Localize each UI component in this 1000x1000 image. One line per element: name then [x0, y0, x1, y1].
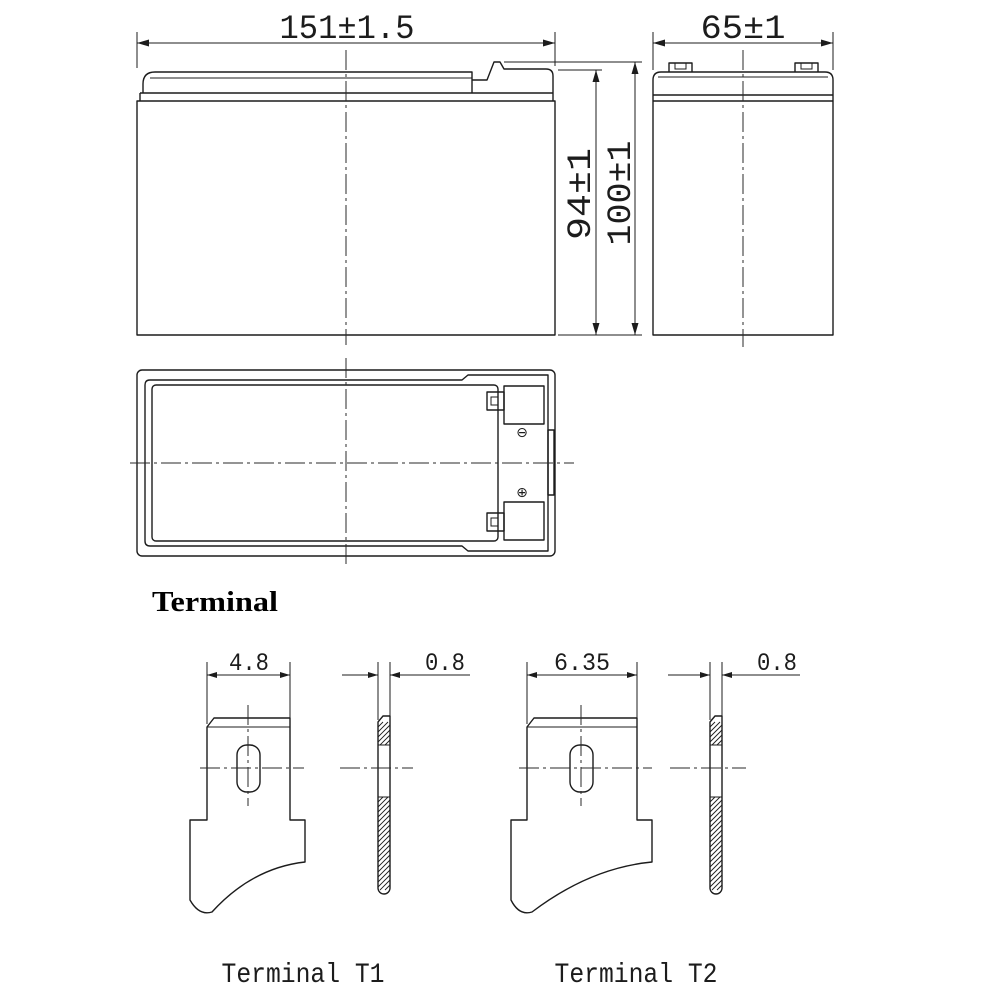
- terminal-t1-section-hatching: [378, 722, 390, 890]
- terminal-t2-section-hatching: [710, 722, 722, 890]
- terminal-section-heading: Terminal: [152, 587, 279, 618]
- terminal-t2-section-view: [670, 716, 746, 894]
- hatch-line: [378, 730, 390, 742]
- hatch-line: [378, 805, 390, 817]
- extension-line: [710, 662, 722, 720]
- hatch-line: [710, 825, 722, 837]
- hatch-line: [378, 800, 390, 812]
- hatch-line: [712, 735, 722, 745]
- hatch-line: [378, 855, 390, 867]
- hatch-line: [710, 810, 722, 822]
- hatch-line: [378, 815, 390, 827]
- arrow-head: [593, 323, 600, 335]
- arrow-head: [368, 672, 378, 678]
- front-lid-raised-cover: [143, 72, 472, 93]
- hatch-line: [378, 722, 383, 727]
- front-terminal-tip: [472, 62, 553, 93]
- arrow-head: [527, 672, 537, 678]
- container-height-label: 94±1: [563, 158, 601, 240]
- hatch-line: [378, 860, 390, 872]
- arrow-head: [722, 672, 732, 678]
- terminal-t2-thickness-label: 0.8: [757, 649, 797, 678]
- side-terminal-left: [669, 63, 692, 72]
- hatch-line: [710, 830, 722, 842]
- side-terminal-left-detail: [675, 63, 686, 69]
- side-view: [653, 50, 833, 347]
- terminal-t1-section-view: [340, 716, 413, 894]
- top-terminal-negative: [487, 386, 544, 424]
- hatch-line: [710, 722, 720, 732]
- hatch-line: [710, 845, 722, 857]
- hatch-line: [378, 840, 390, 852]
- arrow-head: [821, 40, 833, 47]
- length-dimension-label: 151±1.5: [279, 11, 415, 49]
- hatch-line: [710, 850, 722, 862]
- hatch-line: [710, 730, 722, 742]
- hatch-line: [378, 810, 390, 822]
- hatch-line: [378, 725, 390, 737]
- front-height-dimensions: [504, 62, 642, 335]
- hatch-line: [710, 865, 722, 877]
- hatch-line: [710, 725, 722, 737]
- hatch-line: [710, 855, 722, 867]
- hatch-line: [380, 735, 390, 745]
- terminal-t2-caption: Terminal T2: [554, 960, 718, 991]
- arrow-head: [632, 62, 639, 74]
- hatch-line: [378, 797, 383, 802]
- width-dimension-label: 65±1: [700, 11, 786, 49]
- terminal-t2-slot-edges: [710, 745, 722, 797]
- arrow-head: [280, 672, 290, 678]
- hatch-line: [385, 740, 390, 745]
- hatch-line: [710, 835, 722, 847]
- hatch-line: [710, 820, 722, 832]
- hatch-line: [378, 850, 390, 862]
- negative-terminal-mark: ⊖: [516, 425, 528, 441]
- side-terminal-right: [795, 63, 818, 72]
- hatch-line: [378, 835, 390, 847]
- hatch-line: [710, 797, 720, 807]
- hatch-line: [710, 860, 722, 872]
- hatch-line: [717, 740, 722, 745]
- hatch-line: [378, 797, 388, 807]
- hatch-line: [712, 880, 722, 890]
- terminal-t1-slot-edges: [378, 745, 390, 797]
- arrow-head: [653, 40, 665, 47]
- terminal-t2-thickness-dimension: [668, 649, 800, 720]
- hatch-line: [710, 870, 722, 882]
- terminal-t1-thickness-dimension: [342, 649, 470, 720]
- hatch-line: [378, 875, 390, 887]
- side-terminal-right-detail: [801, 63, 812, 69]
- arrow-head: [137, 40, 149, 47]
- arrow-head: [593, 70, 600, 82]
- top-view: [130, 358, 574, 564]
- terminal-t2-width-dimension: [527, 649, 637, 724]
- hatch-line: [710, 840, 722, 852]
- hatch-line: [710, 875, 722, 887]
- arrow-head: [700, 672, 710, 678]
- terminal-tab: [487, 392, 504, 410]
- hatch-line: [378, 825, 390, 837]
- terminal-pad: [504, 502, 544, 540]
- hatch-line: [378, 845, 390, 857]
- hatch-line: [378, 820, 390, 832]
- terminal-t1-width-label: 4.8: [229, 649, 269, 678]
- arrow-head: [543, 40, 555, 47]
- top-terminal-positive: [487, 502, 544, 540]
- terminal-tab: [487, 513, 504, 531]
- arrow-head: [207, 672, 217, 678]
- terminal-t1-caption: Terminal T1: [221, 960, 385, 991]
- positive-terminal-mark: ⊕: [516, 485, 528, 501]
- hatch-line: [710, 815, 722, 827]
- hatch-line: [710, 805, 722, 817]
- terminal-pad: [504, 386, 544, 424]
- hatch-line: [380, 880, 390, 890]
- total-height-label: 100±1: [603, 143, 641, 246]
- arrow-head: [390, 672, 400, 678]
- terminal-t1-thickness-label: 0.8: [425, 649, 465, 678]
- terminal-tab-detail: [491, 518, 498, 526]
- hatch-line: [710, 722, 715, 727]
- hatch-line: [710, 800, 722, 812]
- hatch-line: [378, 722, 388, 732]
- hatch-line: [710, 797, 715, 802]
- terminal-t2-face-view: [511, 705, 652, 913]
- terminal-t1-face-view: [190, 705, 305, 913]
- extension-line: [378, 662, 390, 720]
- arrow-head: [627, 672, 637, 678]
- hatch-line: [378, 865, 390, 877]
- terminal-tab-detail: [491, 397, 498, 405]
- front-view: [137, 50, 555, 345]
- hatch-line: [378, 870, 390, 882]
- terminal-t2-width-label: 6.35: [554, 649, 610, 678]
- hatch-line: [378, 830, 390, 842]
- arrow-head: [632, 323, 639, 335]
